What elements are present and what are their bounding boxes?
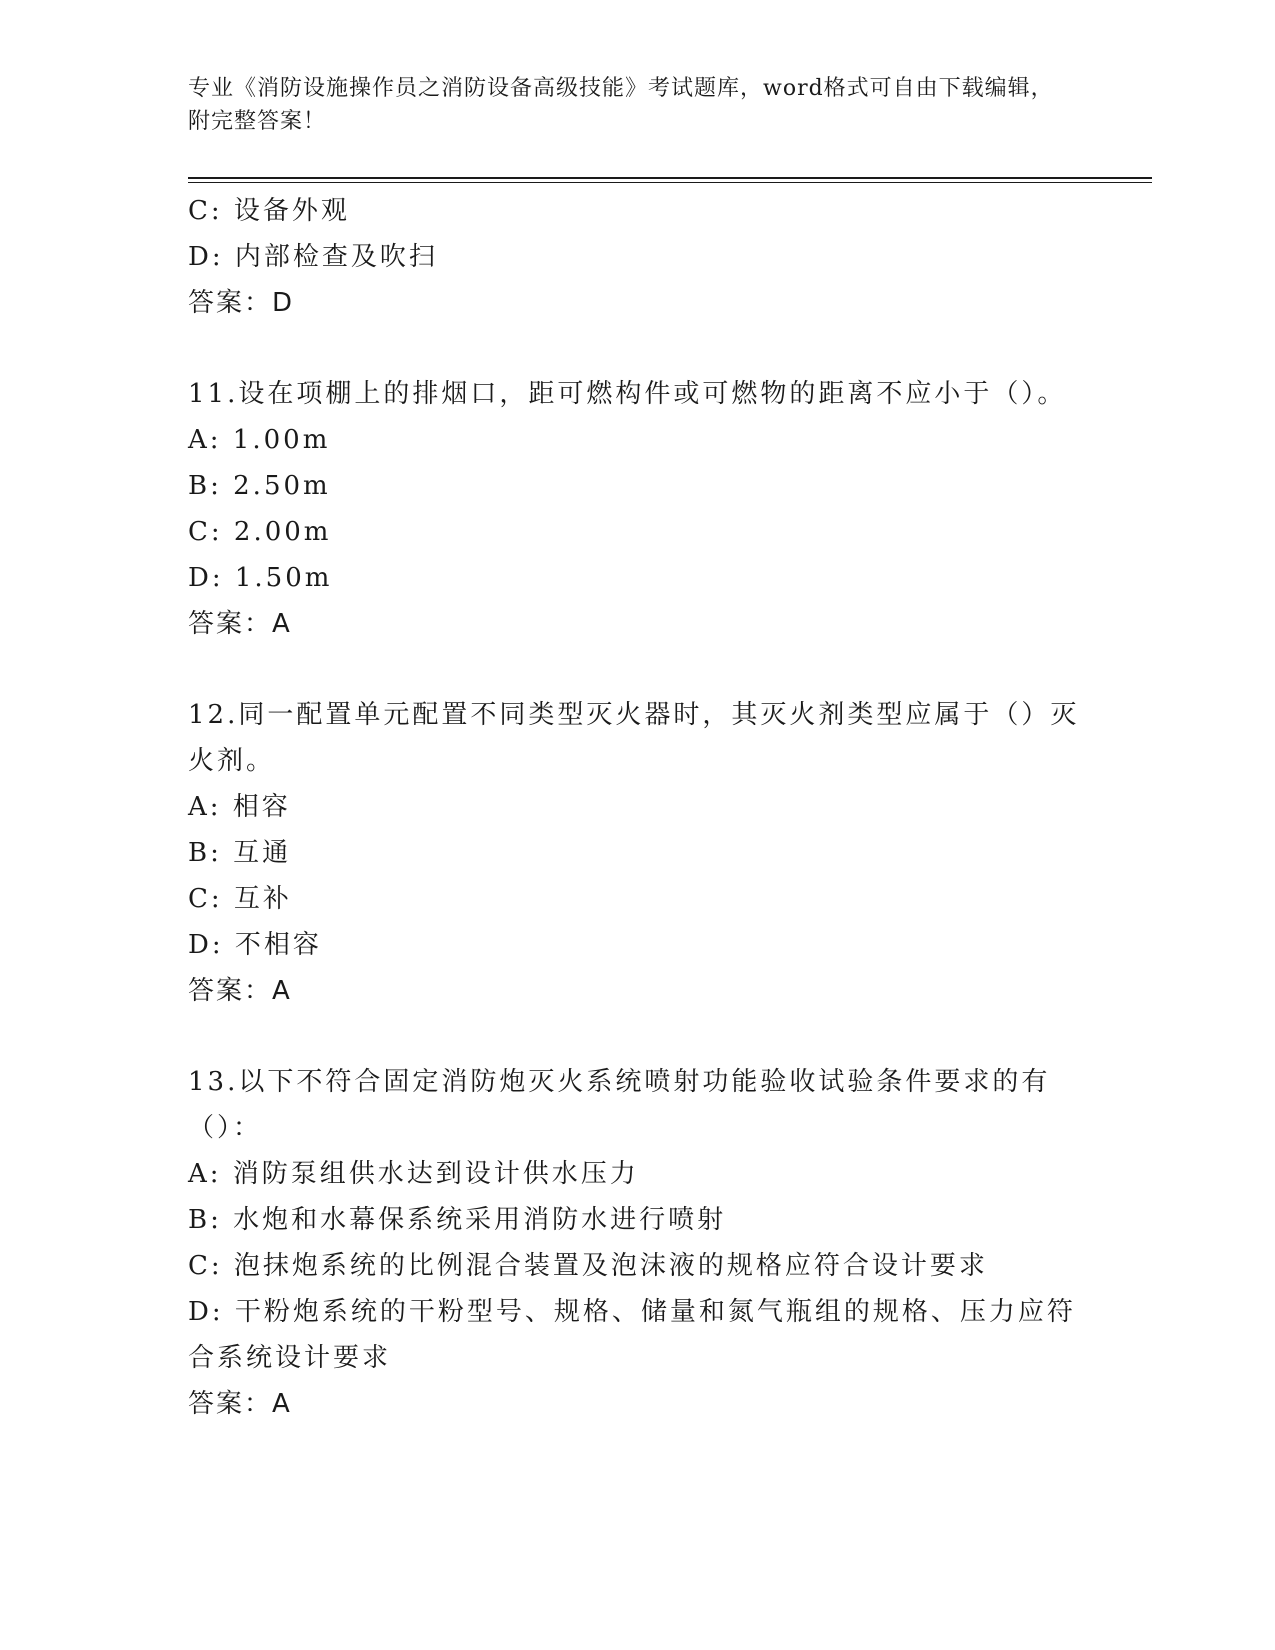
option-b: B: 2.50m xyxy=(188,471,331,501)
question-list xyxy=(188,188,1088,1427)
answer-line: 答案：A xyxy=(188,609,292,639)
option-d: D: 内部检查及吹扫 xyxy=(188,242,438,272)
option-d: D: 1.50m xyxy=(188,563,333,593)
option-a: A: 消防泵组供水达到设计供水压力 xyxy=(188,1159,639,1189)
spacer xyxy=(188,326,1088,371)
option-a: A: 1.00m xyxy=(188,425,331,455)
option-d: D: 不相容 xyxy=(188,930,322,960)
answer-line: 答案：D xyxy=(188,288,295,318)
header-divider-thin xyxy=(188,182,1152,183)
question-stem: 12.同一配置单元配置不同类型灭火器时，其灭火剂类型应属于（）灭火剂。 xyxy=(188,700,1080,776)
question-11 xyxy=(188,371,1088,647)
prev-question-block xyxy=(188,188,1088,326)
question-stem: 11.设在项棚上的排烟口，距可燃构件或可燃物的距离不应小于（）。 xyxy=(188,379,1067,409)
option-b: B: 互通 xyxy=(188,838,292,868)
option-c: C: 泡抹炮系统的比例混合装置及泡沫液的规格应符合设计要求 xyxy=(188,1251,988,1281)
header-divider-thick xyxy=(188,177,1152,179)
option-c: C: 设备外观 xyxy=(188,196,350,226)
question-13 xyxy=(188,1059,1088,1427)
spacer xyxy=(188,647,1088,692)
answer-line: 答案：A xyxy=(188,1389,292,1419)
document-header: 专业《消防设施操作员之消防设备高级技能》考试题库，word格式可自由下载编辑，附完整答案！ xyxy=(188,76,1054,134)
option-a: A: 相容 xyxy=(188,792,291,822)
spacer xyxy=(188,1014,1088,1059)
question-stem: 13.以下不符合固定消防炮灭火系统喷射功能验收试验条件要求的有（）： xyxy=(188,1067,1051,1143)
option-c: C: 互补 xyxy=(188,884,292,914)
answer-line: 答案：A xyxy=(188,976,292,1006)
option-c: C: 2.00m xyxy=(188,517,332,547)
question-12 xyxy=(188,692,1088,1014)
option-d: D: 干粉炮系统的干粉型号、规格、储量和氮气瓶组的规格、压力应符合系统设计要求 xyxy=(188,1297,1076,1373)
option-b: B: 水炮和水幕保系统采用消防水进行喷射 xyxy=(188,1205,727,1235)
